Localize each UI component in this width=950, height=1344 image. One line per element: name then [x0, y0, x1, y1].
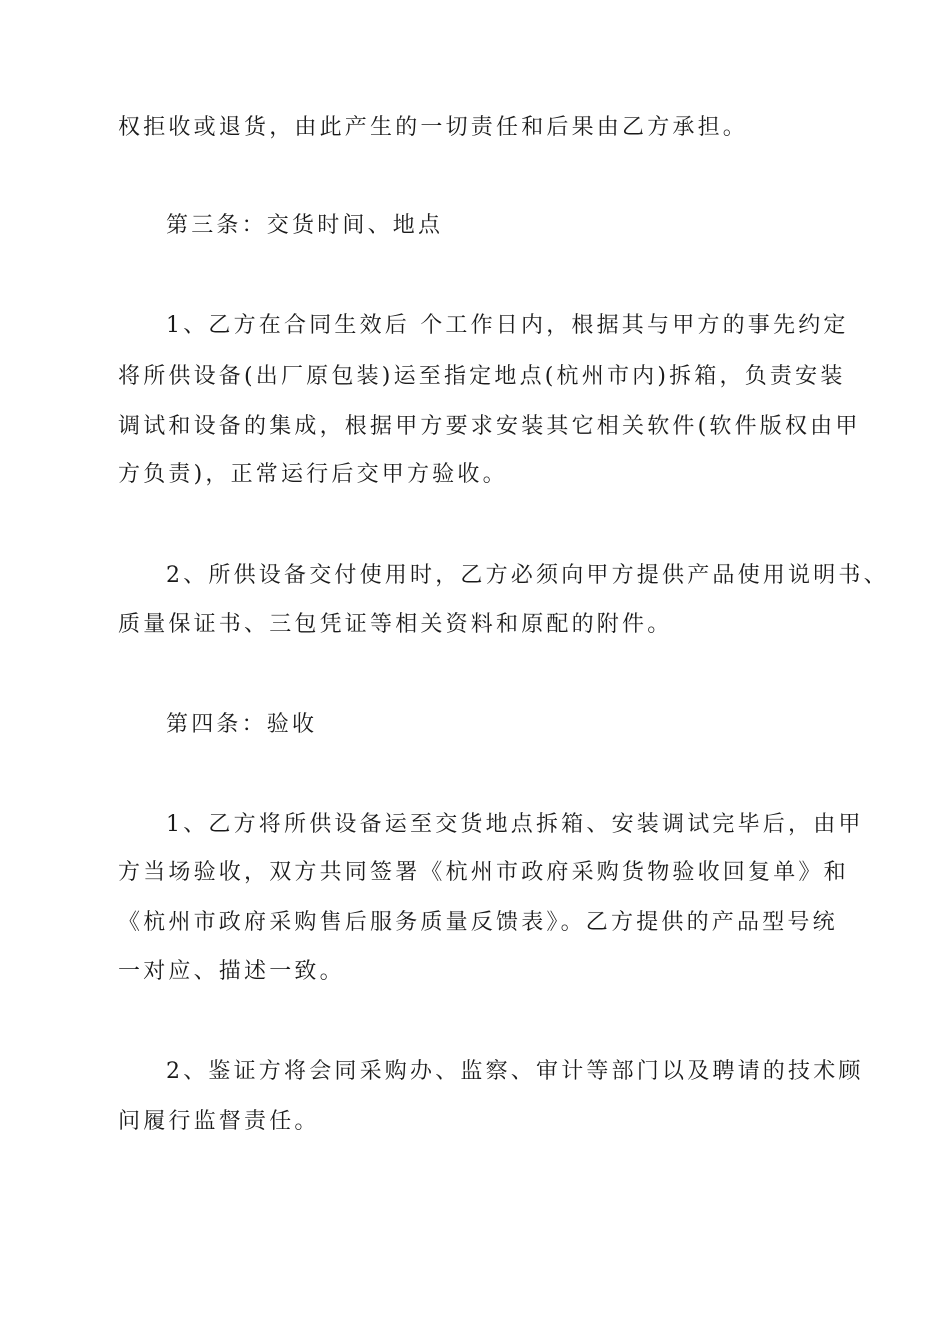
paragraph-line: 权拒收或退货，由此产生的一切责任和后果由乙方承担。 — [118, 115, 749, 140]
paragraph-line: 方负责)，正常运行后交甲方验收。 — [118, 462, 508, 487]
paragraph-line: 方当场验收，双方共同签署《杭州市政府采购货物验收回复单》和 — [118, 860, 849, 885]
section-heading: 第四条：验收 — [166, 712, 318, 737]
paragraph-line: 一对应、描述一致。 — [118, 959, 345, 984]
paragraph-line: 1、乙方将所供设备运至交货地点拆箱、安装调试完毕后，由甲 — [166, 812, 864, 837]
paragraph-line: 将所供设备(出厂原包装)运至指定地点(杭州市内)拆箱，负责安装 — [118, 364, 846, 389]
paragraph-line: 1、乙方在合同生效后 个工作日内，根据其与甲方的事先约定 — [166, 313, 849, 338]
paragraph-line: 质量保证书、三包凭证等相关资料和原配的附件。 — [118, 612, 673, 637]
paragraph-line: 《杭州市政府采购售后服务质量反馈表》。乙方提供的产品型号统 — [118, 910, 838, 935]
section-heading: 第三条：交货时间、地点 — [166, 213, 444, 238]
paragraph-line: 2、鉴证方将会同采购办、监察、审计等部门以及聘请的技术顾 — [166, 1059, 864, 1084]
paragraph-line: 调试和设备的集成，根据甲方要求安装其它相关软件(软件版权由甲 — [118, 414, 861, 439]
paragraph-line: 问履行监督责任。 — [118, 1109, 320, 1134]
paragraph-line: 2、所供设备交付使用时，乙方必须向甲方提供产品使用说明书、 — [166, 563, 889, 588]
